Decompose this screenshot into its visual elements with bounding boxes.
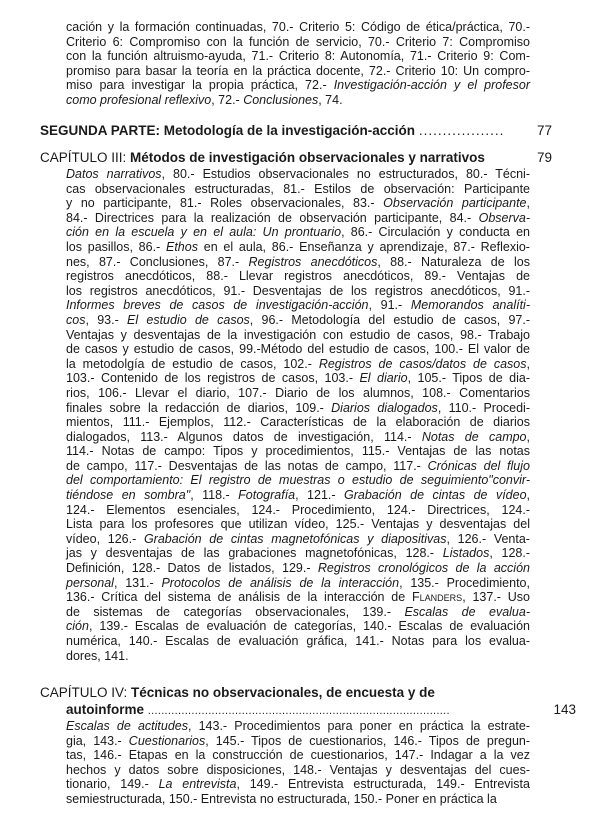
- toc-text: y no participante, 81.- Roles observacionales, 83.-: [66, 196, 384, 211]
- toc-line: [66, 328, 530, 343]
- toc-line: [66, 35, 530, 50]
- section-title-italic: Diarios dialogados: [331, 400, 438, 415]
- toc-line: [66, 619, 530, 634]
- toc-text: registros anecdóticos, 88.- Llevar registros anecdóticos, 89.- Ventajas de: [66, 269, 530, 284]
- part-2-heading: [40, 122, 576, 139]
- section-title-italic: Registros cronológicos de la acción: [317, 561, 530, 576]
- toc-line: [66, 298, 530, 313]
- toc-text: numérica, 140.- Escalas de evaluación gráfica, 141.- Notas para los evalua-: [66, 634, 530, 648]
- toc-line: [66, 777, 530, 792]
- toc-line: [66, 444, 530, 459]
- toc-text: cación y la formación continuadas, 70.- Criterio 5: Código de ética/práctica, 70.-: [66, 20, 530, 34]
- section-title-italic: Fotografía: [238, 488, 296, 503]
- section-title-italic: Observación participante: [383, 196, 527, 211]
- section-title-italic: Notas de campo: [421, 429, 527, 444]
- toc-text: ,: [526, 356, 530, 371]
- toc-text: , 88.- Naturaleza de los: [377, 254, 530, 269]
- toc-text: tionario, 149.-: [66, 777, 159, 792]
- toc-text: Ventajas y desventajas de la investigación con estudio de casos, 98.- Trabajo: [66, 327, 530, 342]
- toc-text: promiso para basar la teoría en la práctica docente, 72.- Criterio 10: Un compro-: [66, 63, 530, 78]
- toc-text: semiestructurada, 150.- Entrevista no estructurada, 150.- Poner en práctica la: [66, 791, 497, 806]
- section-title-italic: del comportamiento: El registro de muestras o estudio de seguimiento"convir-: [66, 473, 530, 488]
- toc-line: [66, 459, 530, 474]
- toc-text: , 118.-: [190, 488, 239, 503]
- toc-line: [66, 649, 530, 664]
- toc-text: 114.- Notas de campo: Tipos y procedimientos, 115.- Ventajas de las notas: [66, 444, 530, 459]
- toc-text: cas observacionales estructuradas, 81.- Estilos de observación: Participante: [66, 181, 530, 196]
- toc-text: dialogados, 113.- Algunos datos de investigación, 114.-: [66, 429, 422, 444]
- toc-line: [66, 792, 530, 807]
- toc-text: , 149.- Entrevista estructurada, 149.- Entrevista: [236, 777, 530, 792]
- toc-line: [66, 196, 530, 211]
- toc-text: ,: [526, 196, 530, 211]
- toc-text: , 91.-: [368, 298, 411, 313]
- part-2-page: 77: [536, 123, 552, 138]
- toc-line: [66, 78, 530, 93]
- toc-text: , 105.- Tipos de dia-: [407, 371, 530, 386]
- toc-text: vídeo, 126.-: [66, 531, 144, 546]
- toc-text: de campo, 117.- Desventajas de las notas de campo, 117.-: [66, 458, 428, 473]
- section-title-italic: Conclusiones: [243, 92, 319, 107]
- toc-text: los pasillos, 86.-: [66, 239, 166, 254]
- section-title-italic: Ethos: [166, 239, 198, 254]
- section-title-italic: Grabación de cintas magnetofónicas y diapositivas: [143, 531, 447, 546]
- toc-text: jas y desventajas de las grabaciones magnetofónicas, 128.-: [66, 546, 443, 561]
- toc-text: miso para investigar la propia práctica, 72.-: [66, 78, 334, 93]
- chapter-3-label: CAPÍTULO III:: [40, 150, 127, 165]
- toc-text: , 143.- Procedimientos para poner en práctica la estrate-: [187, 719, 530, 733]
- chapter-4-heading-cont: [66, 701, 576, 720]
- toc-line: [66, 313, 530, 328]
- section-title-italic: Cuestionarios: [128, 733, 206, 748]
- toc-text: 103.- Contenido de los registros de casos, 103.-: [66, 371, 360, 386]
- section-title-italic: Informes breves de casos de investigación-acción: [66, 298, 369, 313]
- toc-line: [66, 532, 530, 547]
- toc-text: , 80.- Estudios observacionales no estructurados, 80.- Técni-: [161, 167, 531, 181]
- section-title-italic: Registros anecdóticos: [248, 254, 378, 269]
- chapter-4-heading: [40, 684, 576, 701]
- toc-text: , 74.: [318, 92, 343, 107]
- toc-line: [66, 225, 530, 240]
- toc-text: hechos y datos sobre disposiciones, 148.- Ventajas y desventajas del cues-: [66, 762, 530, 777]
- chapter-3-heading: [40, 149, 576, 166]
- toc-text: Criterio 6: Compromiso con la función de servicio, 70.- Criterio 7: Compromiso: [66, 34, 530, 49]
- toc-text: , 93.-: [85, 312, 127, 327]
- toc-line: [66, 167, 530, 182]
- toc-line: [66, 719, 530, 734]
- toc-text: la metodolgía de estudio de casos, 102.-: [66, 356, 319, 371]
- toc-line: [66, 634, 530, 649]
- dot-leader: ..................: [418, 123, 505, 138]
- toc-text: nes, 87.- Conclusiones, 87.-: [66, 254, 249, 269]
- toc-text: ,: [526, 429, 530, 444]
- part-2-title: SEGUNDA PARTE: Metodología de la investigación-acción: [40, 123, 416, 138]
- toc-line: [66, 284, 530, 299]
- toc-text: los registros anecdóticos, 91.- Desventajas de los registros anecdóticos, 91.-: [66, 283, 530, 298]
- section-title-italic: Investigación-acción y el profesor: [333, 78, 530, 93]
- toc-text: , 137.- Uso: [462, 590, 530, 605]
- section-title-italic: Escalas de actitudes: [66, 719, 188, 733]
- section-title-italic: Grabación de cintas de vídeo: [344, 488, 527, 503]
- section-title-italic: Crónicas del flujo: [427, 458, 530, 473]
- toc-text: finales sobre la redacción de diarios, 109.-: [66, 400, 332, 415]
- toc-text: , 128.-: [489, 546, 530, 561]
- toc-line: [66, 763, 530, 778]
- chapter-4-title-cont: autoinforme: [66, 702, 145, 717]
- section-title-italic: Registros de casos/datos de casos: [318, 356, 527, 371]
- chapter-4-entries: [66, 719, 530, 807]
- toc-line: [66, 240, 530, 255]
- toc-line: [66, 576, 530, 591]
- section-title-italic: La entrevista: [158, 777, 237, 792]
- toc-text: gia, 143.-: [66, 733, 129, 748]
- chapter-4-page: 143: [553, 702, 576, 717]
- toc-line: [66, 269, 530, 284]
- toc-text: Definición, 128.- Datos de listados, 129.-: [66, 561, 318, 576]
- chapter-3-entries: [66, 167, 530, 663]
- toc-text: de casos y estudio de casos, 99.-Método del estudio de casos, 100.- El valor de: [66, 342, 530, 357]
- toc-line: [66, 20, 530, 35]
- section-title-italic: como profesional reflexivo: [66, 92, 212, 107]
- toc-line: [66, 561, 530, 576]
- toc-text: , 110.- Procedi-: [437, 400, 530, 415]
- toc-line: [66, 386, 530, 401]
- toc-text: , 131.-: [113, 575, 162, 590]
- toc-text: con la función altruismo-ayuda, 71.- Criterio 8: Autonomía, 71.- Criterio 9: Com-: [66, 49, 530, 64]
- section-title-italic: El diario: [359, 371, 408, 386]
- toc-line: [66, 182, 530, 197]
- toc-line: [66, 415, 530, 430]
- toc-text: de sistemas de categorías observacionales, 139.-: [66, 604, 405, 619]
- toc-text: , 145.- Tipos de cuestionarios, 146.- Tipos de pregun-: [205, 733, 531, 748]
- toc-text: rios, 106.- Llevar el diario, 107.- Diario de los alumnos, 108.- Comentarios: [66, 385, 530, 400]
- toc-text: Flanders: [412, 590, 463, 605]
- section-title-italic: personal: [66, 575, 114, 590]
- chapter-3-title: Métodos de investigación observacionales y narrativos: [130, 150, 485, 165]
- toc-text: dores, 141.: [66, 648, 129, 663]
- toc-text: 124.- Elementos esenciales, 124.- Procedimiento, 124.- Directrices, 124.-: [66, 502, 530, 517]
- toc-text: tas, 146.- Etapas en la construcción de cuestionarios, 147.- Indagar a la vez: [66, 748, 530, 763]
- section-title-italic: Observa-: [478, 210, 530, 225]
- section-title-italic: Memorandos analíti-: [410, 298, 530, 313]
- toc-text: , 121.-: [295, 488, 344, 503]
- section-title-italic: tiéndose en sombra": [66, 488, 191, 503]
- toc-line: [66, 342, 530, 357]
- section-title-italic: Protocolos de análisis de la interacción: [161, 575, 400, 590]
- toc-line: [66, 255, 530, 270]
- section-title-italic: cos: [66, 312, 86, 327]
- toc-line: [66, 517, 530, 532]
- section-title-italic: El estudio de casos: [127, 312, 250, 327]
- toc-line: [66, 93, 530, 108]
- toc-line: [66, 211, 530, 226]
- toc-text: Lista para los profesores que utilizan vídeo, 125.- Ventajas y desventajas del: [66, 517, 530, 532]
- section-title-italic: Datos narrativos: [66, 167, 162, 181]
- toc-text: en el aula, 86.- Enseñanza y aprendizaje, 87.- Reflexio-: [197, 239, 530, 254]
- toc-line: [66, 473, 530, 488]
- toc-text: , 135.- Procedimiento,: [399, 575, 530, 590]
- toc-text: , 72.-: [211, 92, 244, 107]
- chapter-3-page: 79: [536, 150, 552, 165]
- toc-line: [66, 64, 530, 79]
- toc-text: 136.- Crítica del sistema de análisis de la interacción de: [66, 590, 413, 605]
- toc-line: [66, 371, 530, 386]
- toc-text: , 139.- Escalas de evaluación de categorías, 140.- Escalas de evaluación: [88, 619, 530, 634]
- toc-line: [66, 357, 530, 372]
- prev-chapter-entries: [66, 20, 530, 108]
- section-title-italic: ción: [66, 619, 89, 634]
- section-title-italic: Escalas de evalua-: [404, 604, 530, 619]
- section-title-italic: Listados: [442, 546, 490, 561]
- chapter-4-label: CAPÍTULO IV:: [40, 685, 128, 700]
- toc-line: [66, 503, 530, 518]
- toc-line: [66, 546, 530, 561]
- section-title-italic: ción en la escuela y en el aula: Un prontuario: [66, 225, 342, 240]
- dot-leader: ..........................................................................................: [147, 705, 450, 717]
- toc-text: 84.- Directrices para la realización de observación participante, 84.-: [66, 210, 479, 225]
- toc-text: ,: [526, 488, 531, 503]
- chapter-4-title: Técnicas no observacionales, de encuesta y de: [131, 685, 435, 700]
- toc-line: [66, 430, 530, 445]
- toc-line: [66, 605, 530, 620]
- toc-line: [66, 488, 530, 503]
- toc-text: mientos, 111.- Ejemplos, 112.- Características de la elaboración de diarios: [66, 415, 530, 430]
- toc-line: [66, 401, 530, 416]
- toc-line: [66, 590, 530, 605]
- toc-line: [66, 748, 530, 763]
- toc-text: , 86.- Circulación y conducta en: [341, 225, 530, 240]
- toc-line: [66, 734, 530, 749]
- toc-line: [66, 49, 530, 64]
- toc-text: , 126.- Venta-: [446, 531, 530, 546]
- toc-text: , 96.- Metodología del estudio de casos, 97.-: [249, 312, 530, 327]
